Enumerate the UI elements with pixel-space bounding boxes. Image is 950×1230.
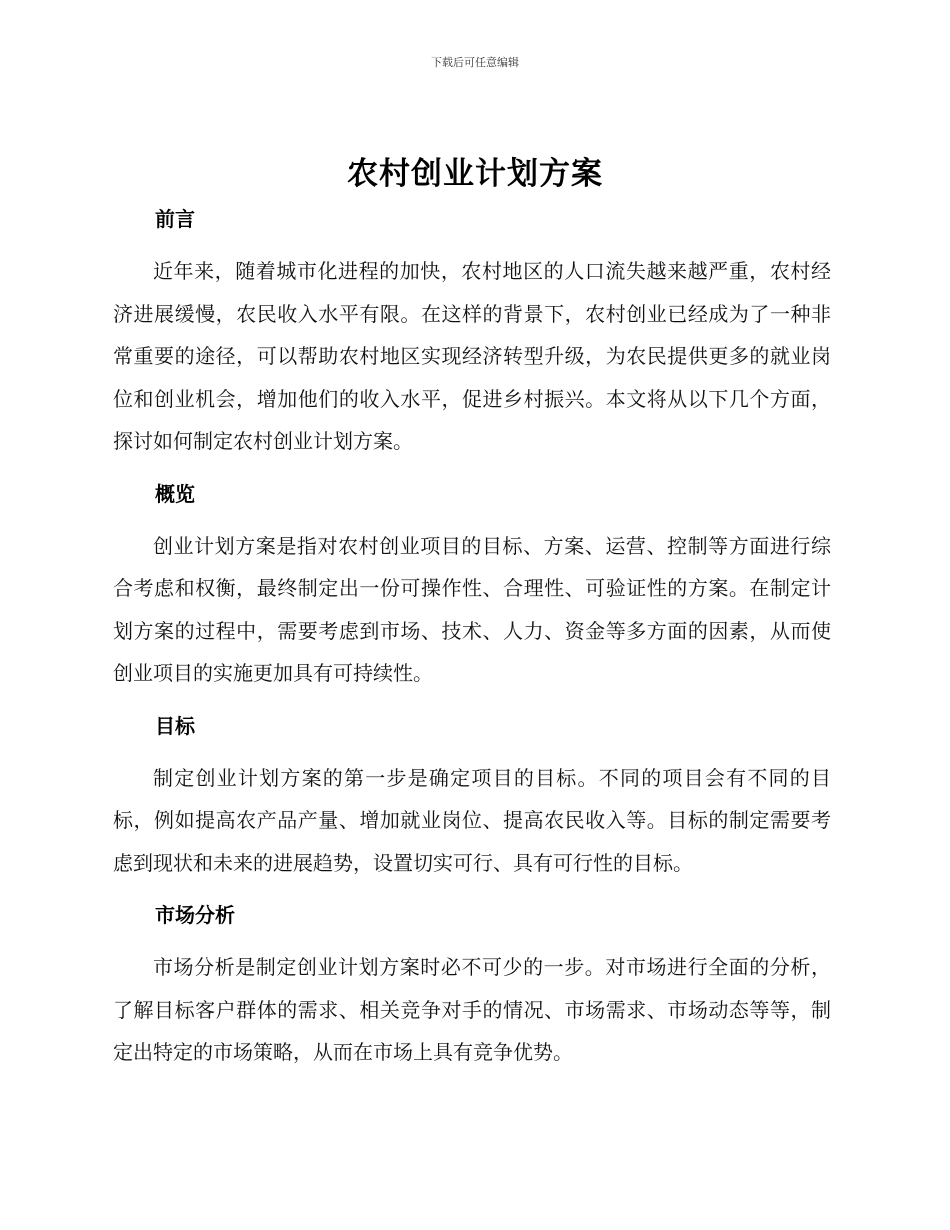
- section-overview: [113, 477, 831, 695]
- header-note: 下载后可任意编辑: [431, 56, 519, 69]
- section-market-analysis: [113, 898, 831, 1074]
- section-preface: [113, 202, 831, 463]
- section-heading: 前言: [155, 207, 195, 231]
- section-paragraph: 近年来，随着城市化进程的加快，农村地区的人口流失越来越严重，农村经济进展缓慢，农民收入水平有限。在这样的背景下，农村创业已经成为了一种非常重要的途径，可以帮助农村地区实现经济转型升级，为农民提供更多的就业岗位和创业机会，增加他们的收入水平，促进乡村振兴。本文将从以下几个方面，探讨如何制定农村创业计划方案。: [113, 259, 831, 453]
- section-paragraph: 制定创业计划方案的第一步是确定项目的目标。不同的项目会有不同的目标，例如提高农产品产量、增加就业岗位、提高农民收入等。目标的制定需要考虑到现状和未来的进展趋势，设置切实可行、具有可行性的目标。: [113, 765, 831, 875]
- section-heading: 概览: [155, 481, 195, 506]
- document-body: [113, 202, 831, 1088]
- section-heading: 市场分析: [155, 903, 235, 927]
- section-goals: [113, 709, 831, 885]
- section-paragraph: 创业计划方案是指对农村创业项目的目标、方案、运营、控制等方面进行综合考虑和权衡，最终制定出一份可操作性、合理性、可验证性的方案。在制定计划方案的过程中，需要考虑到市场、技术、人力、资金等多方面的因素，从而使创业项目的实施更加具有可持续性。: [113, 533, 831, 685]
- section-paragraph: 市场分析是制定创业计划方案时必不可少的一步。对市场进行全面的分析，了解目标客户群体的需求、相关竞争对手的情况、市场需求、市场动态等等，制定出特定的市场策略，从而在市场上具有竞争优势。: [113, 955, 831, 1064]
- document-title: 农村创业计划方案: [347, 156, 603, 192]
- section-heading: 目标: [155, 713, 195, 738]
